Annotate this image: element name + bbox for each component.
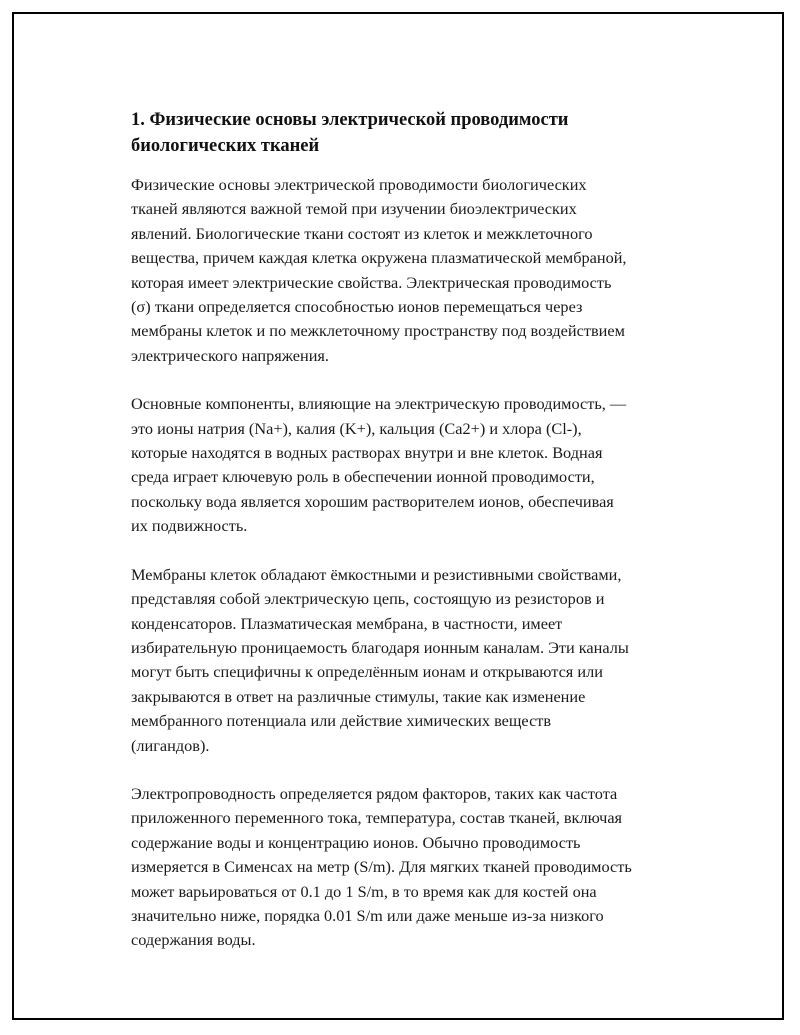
- text-line: содержания воды.: [131, 930, 256, 950]
- text-line: (σ) ткани определяется способностью ионов перемещаться через: [131, 297, 583, 317]
- text-line: тканей являются важной темой при изучении биоэлектрических: [131, 199, 577, 219]
- text-line: их подвижность.: [131, 516, 248, 536]
- text-line: мембраны клеток и по межклеточному пространству под воздействием: [131, 321, 625, 341]
- text-line: значительно ниже, порядка 0.01 S/m или даже меньше из-за низкого: [131, 905, 604, 925]
- text-line: электрического напряжения.: [131, 345, 329, 365]
- text-line: это ионы натрия (Na+), калия (K+), кальция (Ca2+) и хлора (Cl-),: [131, 418, 582, 438]
- text-line: мембранного потенциала или действие химических веществ: [131, 711, 552, 731]
- text-line: закрываются в ответ на различные стимулы, такие как изменение: [131, 686, 586, 706]
- heading-line: биологических тканей: [131, 136, 320, 156]
- text-line: могут быть специфичны к определённым ионам и открываются или: [131, 662, 603, 682]
- text-line: приложенного переменного тока, температура, состав тканей, включая: [131, 808, 623, 828]
- text-line: содержание воды и концентрацию ионов. Обычно проводимость: [131, 832, 581, 852]
- heading-line: 1. Физические основы электрической проводимости: [131, 110, 569, 130]
- text-line: измеряется в Сименсах на метр (S/m). Для мягких тканей проводимость: [131, 857, 632, 877]
- document-body: [131, 107, 701, 977]
- section-heading: [131, 107, 671, 159]
- text-line: явлений. Биологические ткани состоят из клеток и межклеточного: [131, 223, 593, 243]
- text-line: вещества, причем каждая клетка окружена плазматической мембраной,: [131, 248, 627, 268]
- text-line: поскольку вода является хорошим растворителем ионов, обеспечивая: [131, 491, 614, 511]
- text-line: (лигандов).: [131, 735, 210, 755]
- paragraph-3: [131, 563, 701, 758]
- text-line: избирательную проницаемость благодаря ионным каналам. Эти каналы: [131, 637, 629, 657]
- text-line: представляя собой электрическую цепь, состоящую из резисторов и: [131, 589, 605, 609]
- text-line: которая имеет электрические свойства. Электрическая проводимость: [131, 272, 612, 292]
- text-line: может варьироваться от 0.1 до 1 S/m, в то время как для костей она: [131, 881, 597, 901]
- paragraph-4: [131, 782, 701, 953]
- text-line: среда играет ключевую роль в обеспечении ионной проводимости,: [131, 467, 595, 487]
- paragraph-2: [131, 392, 701, 538]
- paragraph-1: [131, 173, 701, 368]
- text-line: конденсаторов. Плазматическая мембрана, в частности, имеет: [131, 613, 563, 633]
- text-line: Физические основы электрической проводимости биологических: [131, 175, 587, 194]
- text-line: Основные компоненты, влияющие на электрическую проводимость, —: [131, 394, 627, 414]
- page-frame: [12, 12, 784, 1020]
- text-line: которые находятся в водных растворах внутри и вне клеток. Водная: [131, 443, 603, 463]
- text-line: Мембраны клеток обладают ёмкостными и резистивными свойствами,: [131, 564, 622, 584]
- text-line: Электропроводность определяется рядом факторов, таких как частота: [131, 783, 618, 803]
